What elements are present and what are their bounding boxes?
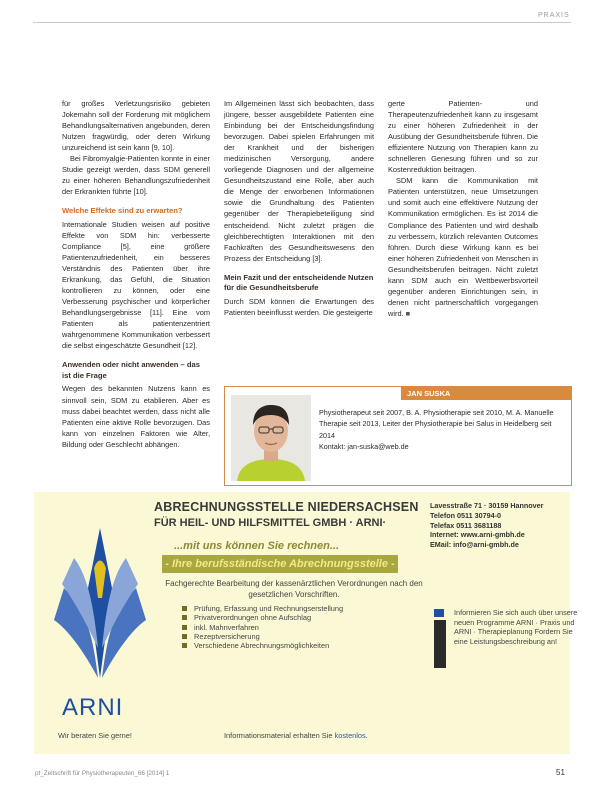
bullet-square-icon (182, 625, 187, 630)
arni-logo-icon (54, 528, 146, 678)
section-heading: Anwenden oder nicht anwenden – das ist die Frage (62, 360, 200, 380)
ad-info: Informieren Sie sich auch über unsere neuen Programme ARNI · Praxis und ARNI · Therapieplanung Fordern Sie eine Leistungsbeschreibung an! (454, 608, 578, 646)
section-heading: Welche Effekte sind zu erwarten? (62, 206, 183, 216)
text-column-2 (224, 98, 374, 318)
ad-phone: Telefon 0511 30794-0 (430, 510, 501, 520)
bullet-square-icon (182, 606, 187, 611)
list-item (182, 623, 343, 632)
ad-service-list (182, 604, 343, 650)
paragraph: Internationale Studien weisen auf positive Effekte von SDM hin: verbesserte Compliance [5], eine größere Patientenzufriedenheit, ein besseres Verständnis des Patienten über ihre Erkrankung, das Gefühl, die Situation kontrollieren zu können, oder eine Verbesserung psychischer und körperlicher Behandlungsergebnisse [11]. Eine vom Patienten als patientenzentriert wahrgenommene Kommunikation verbessert die selbst eingeschätzte Gesundheit [12]. (62, 219, 210, 351)
ad-material (224, 731, 368, 740)
ad-title: ABRECHNUNGSSTELLE NIEDERSACHSEN (154, 500, 419, 514)
section-heading: Mein Fazit und der entscheidende Nutzen für die Gesundheitsberufe (224, 272, 374, 293)
paragraph (388, 175, 538, 319)
end-mark: ■ (405, 308, 411, 318)
ad-website: Internet: www.arni-gmbh.de (430, 530, 525, 540)
ad-tagline: Fachgerechte Bearbeitung der kassenärztlichen Verordnungen nach den gesetzlichen Vorschriften. (165, 579, 423, 599)
list-item (182, 641, 343, 650)
list-item-text: Verschiedene Abrechnungsmöglichkeiten (194, 641, 330, 651)
list-item (182, 632, 343, 641)
author-bio (319, 407, 563, 452)
paragraph: Im Allgemeinen lässt sich beobachten, dass jüngere, besser ausgebildete Patienten eine Einbindung bei der Entscheidungsfindung bevorzugen. Dabei spielen Erfahrungen mit der Krankheit und der bisherigen medizinischen Versorgung, andere vorliegende Diagnosen und der allgemeine Gesundheitszustand eine Rolle, aber auch die Menge der erworbenen Informationen sowie die Grundhaltung des Patienten gegenüber der Therapiebeteiligung sind entscheidend. Nicht zuletzt prägen die gleichberechtigten Interaktionen mit den Fachkräften des Gesundheitswesens den Prozess der Entscheidung [3]. (224, 99, 374, 263)
ad-banner-text: - Ihre berufsständische Abrechnungsstelle - (165, 558, 395, 570)
footer-citation: pt_Zeitschrift für Physiotherapeuten_66 [2014] 1 (35, 770, 170, 777)
text-column-3 (388, 98, 538, 319)
paragraph: Bei Fibromyalgie-Patienten konnte in einer Studie gezeigt werden, dass SDM generell zu einer höheren Behandlungszufriedenheit der Erkrankten führte [10]. (62, 154, 210, 197)
ad-contact (430, 501, 543, 550)
list-item-text: inkl. Mahnverfahren (194, 622, 259, 632)
ad-material-link[interactable]: kostenlos. (334, 731, 368, 740)
author-photo (231, 395, 311, 481)
page-number: 51 (556, 768, 565, 777)
ad-material-text: Informationsmaterial erhalten Sie (224, 731, 333, 740)
paragraph: gerte Patienten- und Therapeutenzufriedenheit kann zu insgesamt zu einer höheren Zufriedenheit in der Ausübung der Gesundheitsberufe führen. Die effizientere Nutzung von Therapien kann zu schnelleren Genesung führen und so zur Kostenreduktion beitragen. (388, 99, 538, 175)
text-column-1 (62, 98, 210, 450)
list-item-text: Privatverordnungen ohne Aufschlag (194, 613, 312, 623)
paragraph: für großes Verletzungsrisiko gebieten Jokemahn soll der Forderung mit möglichem Behandlungsalternativen angebunden, deren Nutzen fragwürdig, oder deren Wirkung unzureichend ist sein kann [9, 10]. (62, 99, 210, 153)
paragraph-text: SDM kann die Kommunikation mit Patienten unterstützen, neue Umsetzungen und somit auch eine effektivere Nutzung der Kommunikation ermöglichen. Es ist 2014 die Compliance des Patienten und wird deshalb zu verbessern, kürzlich relevanten Outcomes führen. Durch diese Wirkung kann es bei einer höheren Zufriedenheit von Menschen in Gesundheitsberufen beitragen. Nicht zuletzt kann SDM auch ein Wettbewerbsvorteil gegenüber anderen Einrichtungen sein, in denen nicht partnerschaftlich vorgegangen wird. (388, 176, 538, 318)
bullet-square-icon (182, 615, 187, 620)
ad-email: EMail: info@arni-gmbh.de (430, 540, 519, 550)
list-item-text: Prüfung, Erfassung und Rechnungserstellung (194, 604, 344, 613)
author-contact: Kontakt: jan-suska@web.de (319, 441, 409, 451)
ad-advice: Wir beraten Sie gerne! (58, 731, 132, 740)
ad-address: Lavesstraße 71 · 30159 Hannover (430, 501, 544, 510)
paragraph: Wegen des bekannten Nutzens kann es sinnvoll sein, SDM zu etablieren. Aber es muss dabei beachtet werden, dass nicht alle Patienten eine aktive Rolle bevorzugen. Das kann von einzelnen Faktoren wie Alter, Bildung oder Geschlecht abhängen. (62, 384, 210, 449)
ad-fax: Telefax 0511 3681188 (430, 520, 502, 530)
ad-slogan: ...mit uns können Sie rechnen... (174, 540, 340, 552)
list-item (182, 613, 343, 622)
bullet-square-icon (182, 634, 187, 639)
ad-banner (162, 555, 398, 573)
info-bar-icon (434, 620, 446, 668)
author-bio-text: Physiotherapeut seit 2007, B. A. Physiotherapie seit 2010, M. A. Manuelle Therapie seit 2013, Leiter der Physiotherapie bei Salus in Heidelberg seit 2014 (319, 408, 554, 440)
list-item (182, 604, 343, 613)
bullet-square-icon (182, 643, 187, 648)
advertisement (34, 492, 578, 754)
header-rule (33, 22, 571, 23)
section-label: PRAXIS (538, 12, 570, 19)
ad-subtitle: FÜR HEIL- UND HILFSMITTEL GMBH · ARNI· (154, 517, 387, 529)
list-item-text: Rezeptversicherung (194, 631, 260, 641)
paragraph: Durch SDM können die Erwartungen des Patienten beeinflusst werden. Die gesteigerte (224, 296, 374, 317)
info-marker-icon (434, 609, 444, 617)
arni-logo-text: ARNI (62, 694, 124, 721)
author-name: JAN SUSKA (401, 387, 571, 400)
author-box (224, 386, 572, 486)
